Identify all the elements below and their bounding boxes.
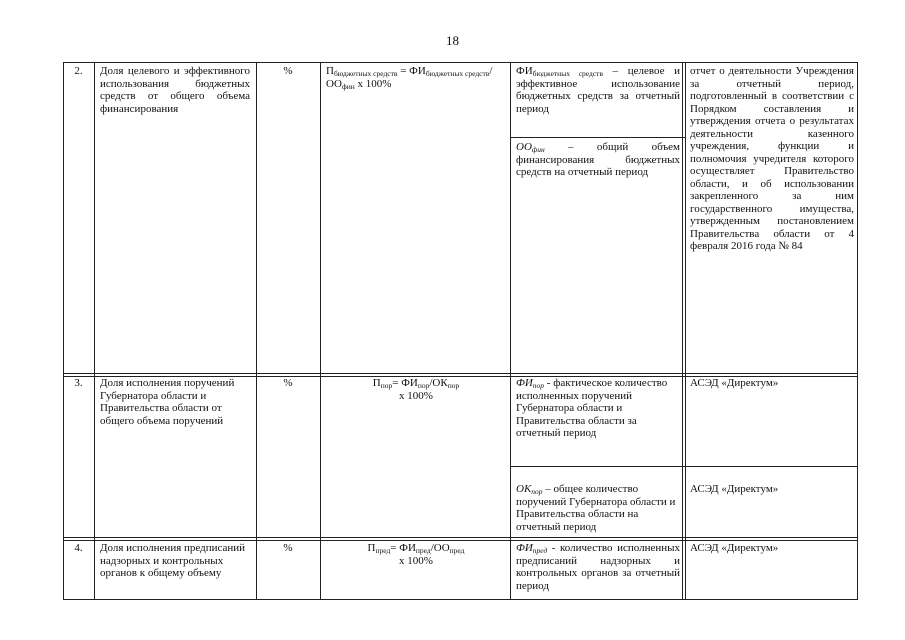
- variable-description: $ФИ_{пор}$ - фактическое количество исполненных поручений Губернатора области и Правительства области за отчетный период: [516, 377, 668, 440]
- formula-cell: $П_{пред}= ФИ_{пред}/ОО_{пред}$ x 100%: [367, 542, 465, 567]
- data-source: отчет о деятельности Учреждения за отчетный период, подготовленный в соответствии с Порядком составления и утверждения отчета о результатах деятельности казенного учреждения, функции и полномочия учредителя которого осуществляет Правительство области, и об использовании закрепленного за ним государственного имущества, утвержденным постановлением Правительства области от 4 февраля 2016 года № 84: [690, 65, 854, 252]
- table-border-top: [63, 62, 858, 63]
- row-divider: [63, 540, 858, 541]
- column-divider: [510, 62, 511, 600]
- row-divider: [63, 537, 858, 538]
- column-divider: [256, 62, 257, 600]
- row-number: 3.: [74, 377, 83, 389]
- column-divider: [94, 62, 95, 600]
- row-number: 4.: [74, 542, 83, 554]
- page-number: 18: [446, 33, 459, 48]
- row-divider: [63, 373, 858, 374]
- variable-description: $ОК_{пор}$ – общее количество поручений Губернатора области и Правительства области на отчетный период: [516, 483, 676, 533]
- data-source: АСЭД «Директум»: [690, 483, 779, 495]
- table-border-left: [63, 62, 64, 600]
- data-source: АСЭД «Директум»: [690, 377, 779, 389]
- unit-cell: %: [283, 377, 293, 389]
- indicator-name: Доля исполнения поручений Губернатора области и Правительства области от общего объема поручений: [100, 377, 235, 427]
- unit-cell: %: [283, 65, 293, 77]
- variable-description: $ФИ_{бюджетных средств}$ – целевое и эффективное использование бюджетных средств за отчетный период: [516, 65, 680, 115]
- column-divider: [320, 62, 321, 600]
- column-divider: [682, 62, 683, 600]
- row-number: 2.: [74, 65, 83, 77]
- data-source: АСЭД «Директум»: [690, 542, 779, 554]
- row-divider: [510, 137, 685, 138]
- formula-cell: $П_{пор}= ФИ_{пор}/ОК_{пор}$ x 100%: [372, 377, 460, 402]
- variable-description: $ФИ_{пред}$ - количество исполненных предписаний надзорных и контрольных органов за отчетный период: [516, 542, 680, 592]
- column-divider: [685, 62, 686, 600]
- indicator-name: Доля исполнения предписаний надзорных и контрольных органов к общему объему: [100, 542, 246, 580]
- table-border-bottom: [63, 599, 858, 600]
- indicator-name: Доля целевого и эффективного использования бюджетных средств от общего объема финансирования: [100, 65, 250, 115]
- table-border-right: [857, 62, 858, 600]
- unit-cell: %: [283, 542, 293, 554]
- formula-cell: $П_{бюджетных средств} = ФИ_{бюджетных средств}/ОО_{фин}$ x 100%: [326, 65, 493, 91]
- variable-description: $ОО_{фин}$ – общий объем финансирования бюджетных средств на отчетный период: [516, 141, 680, 179]
- row-divider: [510, 466, 858, 467]
- indicators-table: [63, 62, 858, 600]
